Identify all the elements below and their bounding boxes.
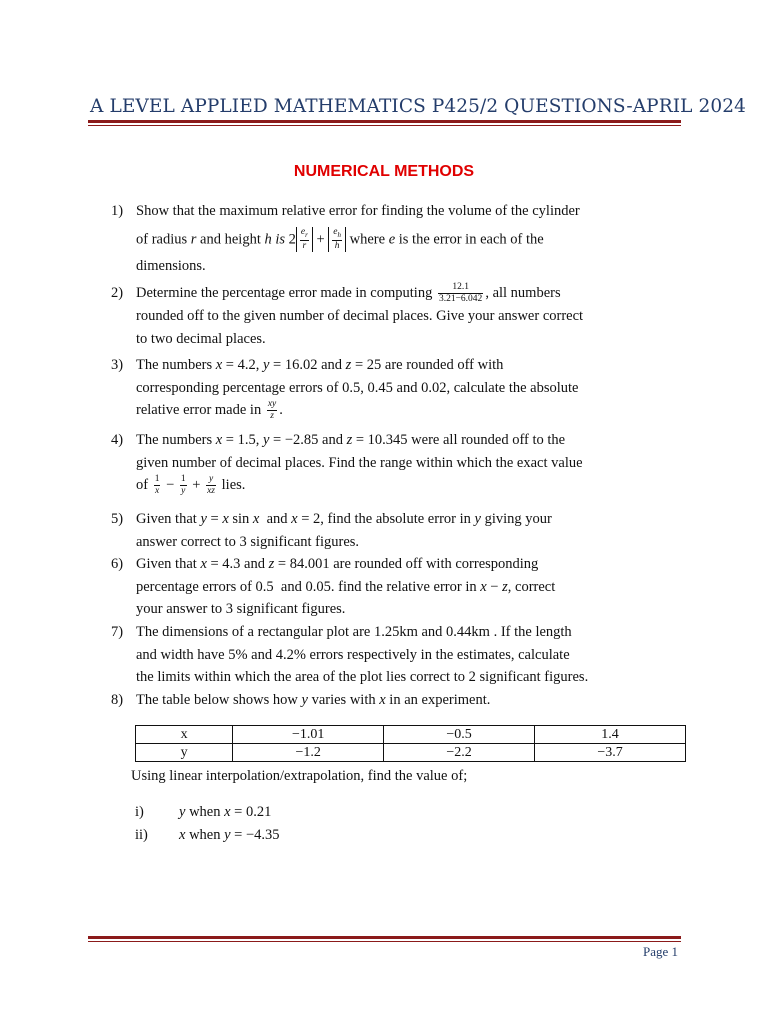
question-number: 7)	[111, 624, 124, 640]
section-title: NUMERICAL METHODS	[293, 163, 475, 180]
question-line: The table below shows how y varies with x in an experiment.	[136, 692, 491, 708]
question-number: 6)	[111, 556, 124, 572]
question-line: Determine the percentage error made in computing $\frac{12.1}{3.21-6.042}$ , all numbers	[136, 282, 561, 305]
table-cell: −3.7	[535, 744, 686, 762]
question-8	[111, 689, 681, 712]
question-line: of radius r and height h is 2 $\frac{e_r}{r}$ + $\frac{e_h}{h}$ where e is the error in each of the	[136, 226, 544, 252]
table-row-label: x	[136, 726, 233, 744]
question-6	[111, 553, 681, 621]
question-line: your answer to 3 significant figures.	[136, 601, 346, 617]
table-row	[136, 726, 686, 744]
question-4	[111, 429, 681, 497]
question-2	[111, 282, 681, 350]
question-7	[111, 621, 681, 689]
table-cell: −1.2	[233, 744, 384, 762]
question-line: Show that the maximum relative error for finding the volume of the cylinder	[136, 203, 580, 219]
table-cell: −2.2	[384, 744, 535, 762]
question-number: 5)	[111, 511, 124, 527]
question-line: The numbers x = 1.5, y = −2.85 and z = 10.345 were all rounded off to the	[136, 432, 566, 448]
document-title: A LEVEL APPLIED MATHEMATICS P425/2 QUESTIONS-APRIL 2024	[90, 96, 747, 117]
question-line: The dimensions of a rectangular plot are 1.25km and 0.44km . If the length	[136, 624, 572, 640]
table-cell: 1.4	[535, 726, 686, 744]
question-number: 4)	[111, 432, 124, 448]
question-number: 2)	[111, 285, 124, 301]
sub-question-label: ii)	[135, 827, 148, 843]
header-rule	[88, 120, 681, 126]
interpolation-prompt: Using linear interpolation/extrapolation, find the value of;	[131, 768, 468, 784]
question-line: percentage errors of 0.5 and 0.05. find the relative error in x − z, correct	[136, 578, 556, 595]
page-number: Page 1	[642, 944, 678, 959]
table-cell: −0.5	[384, 726, 535, 744]
question-line: Given that y = x sin x and x = 2, find the absolute error in y giving your	[136, 511, 552, 527]
question-1	[111, 200, 681, 278]
question-line: relative error made in $\frac{xy}{z}$ .	[136, 399, 283, 422]
question-line: Given that x = 4.3 and z = 84.001 are rounded off with corresponding	[136, 556, 539, 572]
sub-question-label: i)	[135, 804, 144, 820]
footer-rule	[88, 936, 681, 942]
table-row-label: y	[136, 744, 233, 762]
table-row	[136, 744, 686, 762]
question-number: 3)	[111, 357, 124, 373]
question-line: dimensions.	[136, 258, 206, 275]
table-cell: −1.01	[233, 726, 384, 744]
question-line: answer correct to 3 significant figures.	[136, 533, 360, 550]
question-line: given number of decimal places. Find the range within which the exact value	[136, 454, 583, 471]
question-number: 8)	[111, 692, 124, 708]
question-line: rounded off to the given number of decimal places. Give your answer correct	[136, 308, 584, 325]
question-line: to two decimal places.	[136, 330, 266, 347]
question-line: of $\frac{1}{x}$ − $\frac{1}{y}$ + $\frac{y}{xz}$ lies.	[136, 474, 246, 497]
sub-question-ii: ii) x when y = −4.35	[135, 827, 280, 843]
question-number: 1)	[111, 203, 124, 219]
question-3	[111, 354, 681, 422]
question-line: The numbers x = 4.2, y = 16.02 and z = 25 are rounded off with	[136, 357, 504, 373]
question-line: corresponding percentage errors of 0.5, 0.45 and 0.02, calculate the absolute	[136, 379, 579, 396]
question-line: and width have 5% and 4.2% errors respectively in the estimates, calculate	[136, 646, 570, 663]
question-5	[111, 508, 681, 553]
data-table	[135, 725, 686, 762]
sub-question-i: i) y when x = 0.21	[135, 804, 272, 820]
question-line: the limits within which the area of the plot lies correct to 2 significant figures.	[136, 669, 589, 685]
